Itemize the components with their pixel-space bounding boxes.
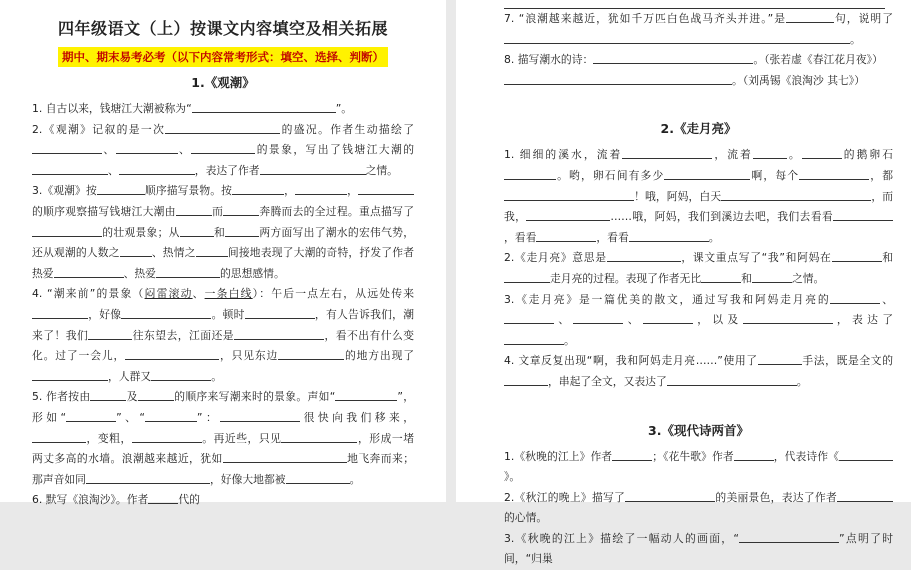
question-1: 1. 自古以来，钱塘江大潮被称为“ ”。 — [32, 102, 353, 115]
question-7: 7. “浪潮越来越近，犹如千万匹白色战马齐头并进。”是 句，说明了。 — [504, 12, 893, 46]
page-title: 四年级语文（上）按课文内容填空及相关拓展 — [57, 19, 388, 38]
section-heading-xiandaishi: 3.《现代诗两首》 — [648, 422, 749, 438]
question-8: 8. 描写潮水的诗： 。（张若虚《春江花月夜》） 。（刘禹锡《浪淘沙 其七》） — [504, 53, 883, 87]
highlight-banner-wrap — [32, 46, 414, 67]
document-page-right — [456, 0, 911, 566]
question-2: 2.《观潮》记叙的是一次 的盛况。作者生动描绘了、 、 的景象，写出了钱塘江大潮的、 ，表达了作者 之情。 — [32, 122, 415, 177]
question-6: 6. 默写《浪淘沙》。作者 代的 — [32, 493, 200, 507]
zouyueliang-question-4: 4. 文章反复出现“啊，我和阿妈走月亮……”使用了 手法，既是全文的，串起了全文，又表达了 。 — [504, 354, 894, 388]
zouyueliang-question-3: 3.《走月亮》是一篇优美的散文，通过写我和阿妈走月亮的 、、 、 ，以及 ，表达了。 — [504, 292, 894, 347]
section-heading-zouyueliang: 2.《走月亮》 — [660, 121, 737, 137]
question-3: 3.《观潮》按 顺序描写景物。按 ， ，的顺序观察描写钱塘江大潮由 而 奔腾而去的全过程。重点描写了的壮观景象；从 和 两方面写出了潮水的宏伟气势，还从观潮的人数之 、热情之 间接地表现了大潮的奇特，抒发了作者热爱 、热爱 的思想感情。 — [32, 184, 415, 280]
question-5: 5. 作者按由 及 的顺序来写潮来时的景象。声如“ ”，形如“ ”、“ ”： 很快向我们移来，，变粗， 。再近些，只见 ，形成一堵两丈多高的水墙。浪潮越来越近，犹如 地飞奔而来；那声音如同 ，好像大地都被 。 — [32, 390, 415, 486]
poem-question-3: 3.《秋晚的江上》描绘了一幅动人的画面，“ ”点明了时间，“归巢 — [504, 531, 893, 566]
highlight-banner: 期中、期末易考必考（以下内容常考形式：填空、选择、判断） — [58, 47, 388, 67]
poem-question-1: 1.《秋晚的江上》作者 ；《花牛歌》作者 ，代表诗作《》。 — [504, 447, 893, 488]
question-4: 4. “潮来前”的景象（闷雷滚动、一条白线）：午后一点左右，从远处传来，好像 。顿时 ，有人告诉我们，潮来了！我们 往东望去，江面还是 ，看不出有什么变化。过了一会儿， ，只见东边 的地方出现了，人群又 。 — [32, 287, 415, 383]
document-page-left — [0, 0, 446, 507]
zouyueliang-question-1: 1. 细细的溪水，流着 ，流着 。 的鹅卵石。哟，卵石间有多少 啊，每个 ，都！哦，阿妈，白天 ，而我， ……哦，阿妈，我们到溪边去吧，我们去看看，看看 ，看看 。 — [504, 148, 894, 244]
section-heading-guanchao: 1.《观潮》 — [191, 75, 255, 90]
zouyueliang-question-2: 2.《走月亮》意思是 ，课文重点写了“我”和阿妈在 和走月亮的过程。表现了作者无比 和 之情。 — [504, 251, 893, 285]
continuation-line — [504, 0, 885, 9]
poem-question-2: 2.《秋江的晚上》描写了 的美丽景色，表达了作者的心情。 — [504, 488, 893, 529]
